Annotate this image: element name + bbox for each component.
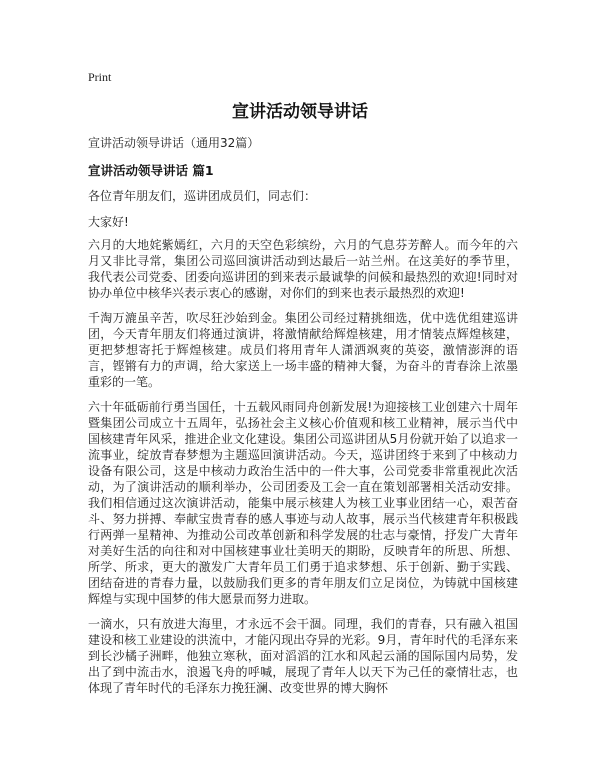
greeting-line: 各位青年朋友们，巡讲团成员们，同志们：	[88, 189, 317, 203]
body-paragraph-4: 一滴水，只有放进大海里，才永远不会干涸。同理，我们的青春，只有融入祖国建设和核工业建设的洪流中，才能闪现出夺异的光彩。9月，青年时代的毛泽东来到长沙橘子洲畔，他独立寒秋，面对滔滔的江水和风起云涌的国际国内局势，发出了到中流击水，浪遏飞舟的呼喊，展现了青年人以天下为己任的豪情壮志，也体现了青年时代的毛泽东力挽狂澜、改变世界的博大胸怀	[88, 617, 518, 695]
salutation-line: 大家好!	[88, 215, 129, 229]
document-subtitle: 宣讲活动领导讲话（通用32篇）	[88, 136, 260, 150]
page-title: 宣讲活动领导讲话	[232, 102, 368, 122]
body-paragraph-2: 千淘万漉虽辛苦，吹尽狂沙始到金。集团公司经过精挑细选，优中选优组建巡讲团，今天青年朋友们将通过演讲，将激情献给辉煌核建，用才情装点辉煌核建，更把梦想寄托于辉煌核建。成员们将用青年人潇洒飒爽的英姿，激情澎湃的语言，铿锵有力的声调，给大家送上一场丰盛的精神大餐，为奋斗的青春涂上浓墨重彩的一笔。	[88, 311, 518, 389]
section-heading: 宣讲活动领导讲话 篇1	[88, 163, 214, 178]
print-label[interactable]: Print	[88, 70, 112, 84]
body-paragraph-1: 六月的大地姹紫嫣红，六月的天空色彩缤纷，六月的气息芬芳醉人。而今年的六月又非比寻常，集团公司巡回演讲活动到达最后一站兰州。在这美好的季节里，我代表公司党委、团委向巡讲团的到来表示最诚挚的问候和最热烈的欢迎!同时对协办单位中核华兴表示衷心的感谢，对你们的到来也表示最热烈的欢迎!	[88, 238, 518, 300]
body-paragraph-3: 六十年砥砺前行勇当国任，十五载风雨同舟创新发展!为迎接核工业创建六十周年暨集团公司成立十五周年，弘扬社会主义核心价值观和核工业精神，展示当代中国核建青年风采，推进企业文化建设。集团公司巡讲团从5月份就开始了以追求一流事业，绽放青春梦想为主题巡回演讲活动。今天，巡讲团终于来到了中核动力设备有限公司，这是中核动力政治生活中的一件大事，公司党委非常重视此次活动，为了演讲活动的顺利举办，公司团委及工会一直在策划部署相关活动安排。我们相信通过这次演讲活动，能集中展示核建人为核工业事业团结一心，艰苦奋斗、努力拼搏、奉献宝贵青春的感人事迹与动人故事，展示当代核建青年积极践行两弹一星精神、为推动公司改革创新和科学发展的壮志与豪情，抒发广大青年对美好生活的向往和对中国核建事业壮美明天的期盼，反映青年的所思、所想、所学、所求，更大的激发广大青年员工们勇于追求梦想、乐于创新、勤于实践、团结奋进的青春力量，以鼓励我们更多的青年朋友们立足岗位，为铸就中国核建辉煌与实现中国梦的伟大愿景而努力进取。	[88, 400, 518, 606]
